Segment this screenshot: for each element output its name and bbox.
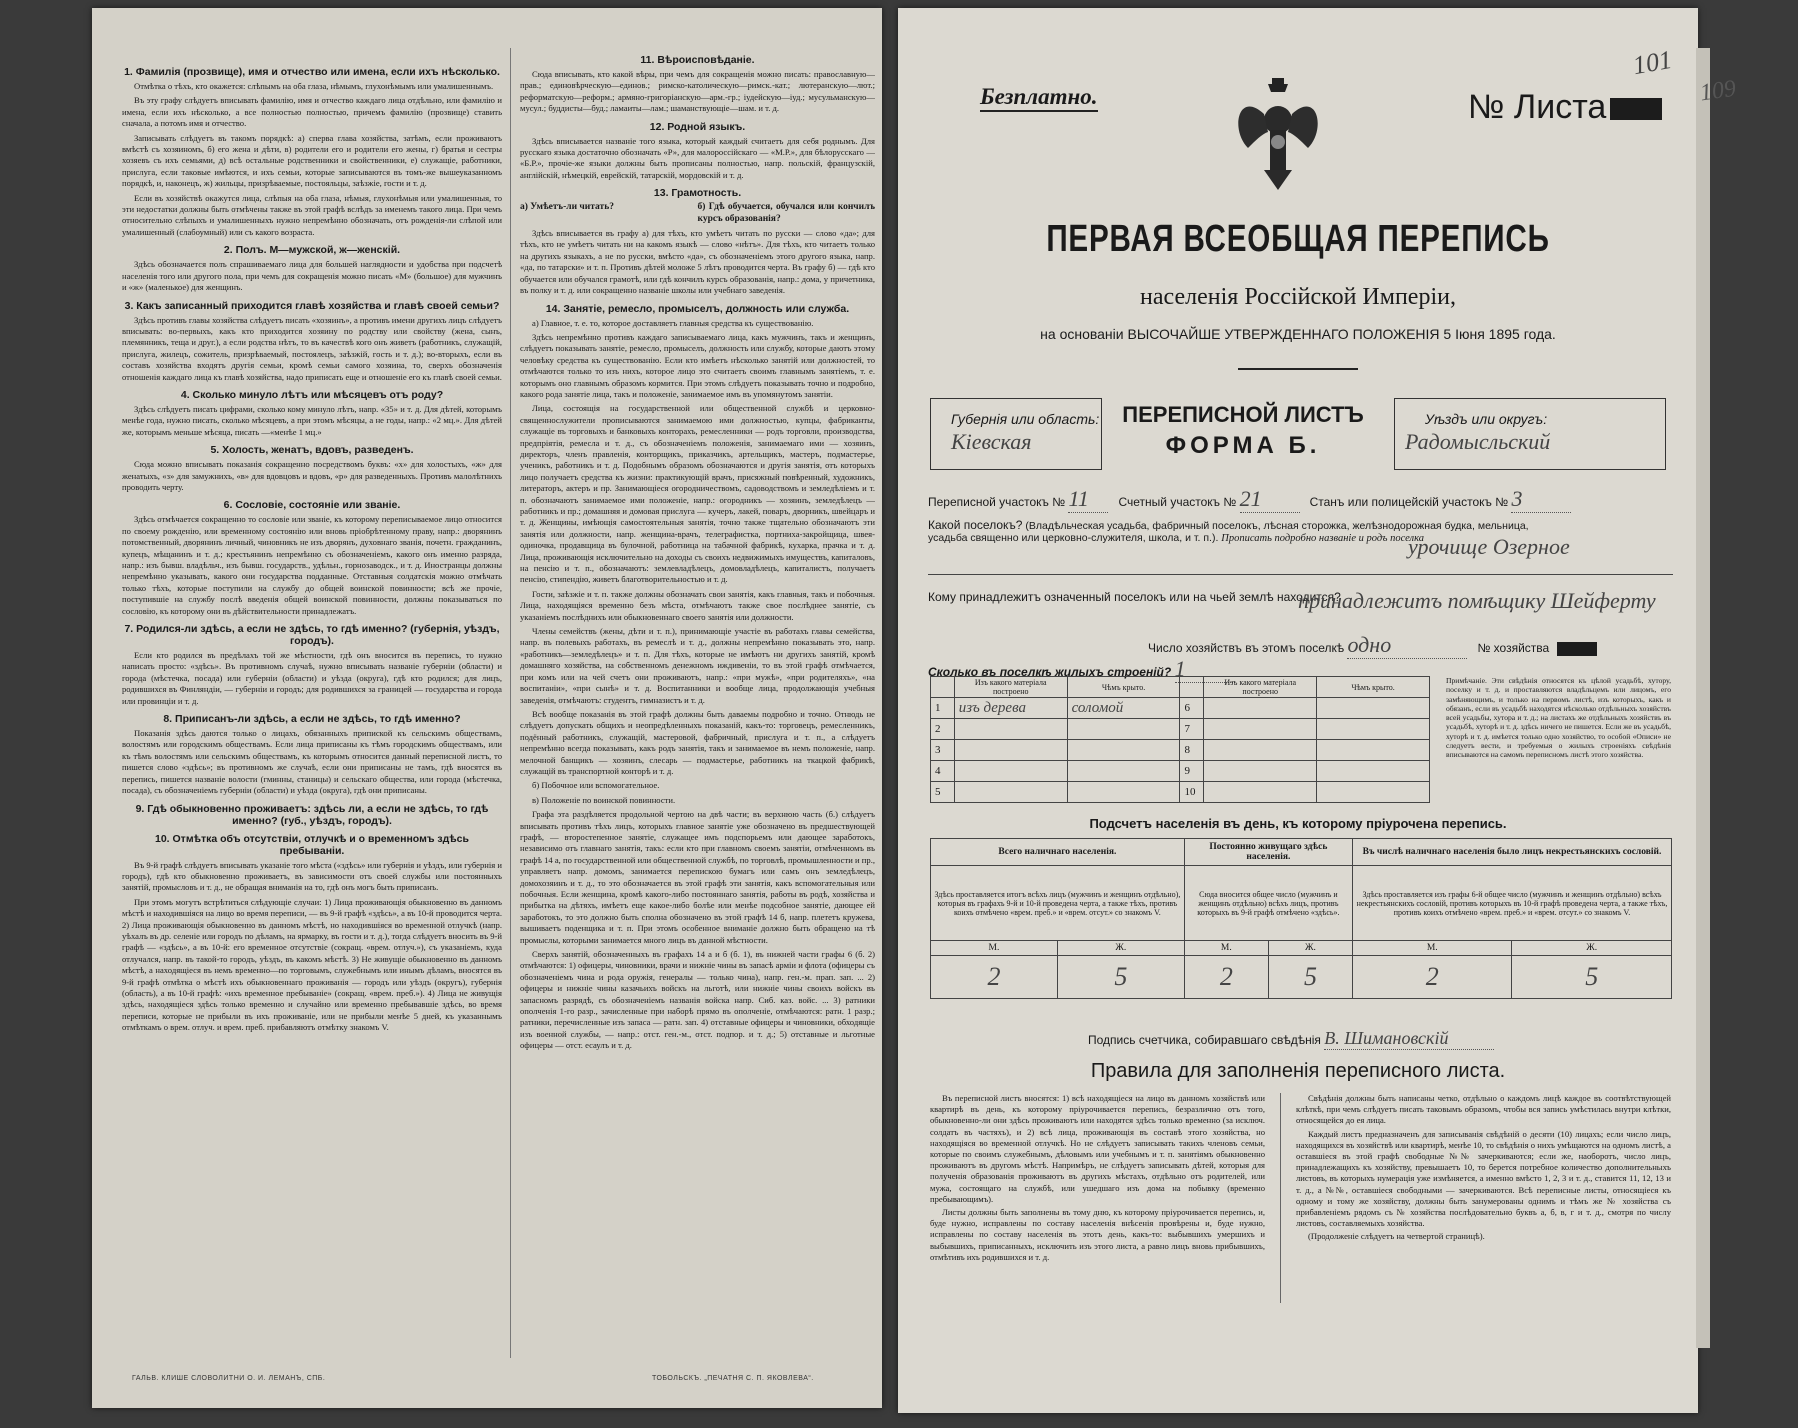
instruction-paragraph: в) Положеніе по воинской повинности.	[532, 794, 676, 805]
building-material	[1204, 719, 1317, 740]
building-row	[931, 698, 1430, 719]
dwellings-label: Сколько въ поселкѣ жилыхъ строеній?	[928, 665, 1172, 679]
household-number-blot	[1557, 642, 1597, 656]
settlement-label: Какой поселокъ?	[928, 518, 1023, 532]
signature-label: Подпись счетчика, собиравшаго свѣдѣнія	[1088, 1033, 1321, 1047]
signature-value: В. Шимановскій	[1324, 1028, 1494, 1050]
gubernia-label: Губернія или область:	[951, 411, 1100, 427]
instruction-paragraph: Графа эта раздѣляется продольной чертою на двѣ части; въ верхнюю часть (б.) слѣдуетъ вписывать противъ тѣхъ лицъ, которыхъ главное занятіе уже обозначено въ предшествующей графѣ, — второстепенное занятіе, служащее имъ подспорьемъ или дающее заработокъ, независимо отъ главнаго занятія, такъ: если кто при главномъ своемъ занятіи, отмѣченномъ въ графѣ 14 а, по государственной или общественной службѣ, по торговлѣ, промышленности и пр., управляетъ напр. домомъ, занимается перепискою бумагъ или самъ онъ земледѣлецъ, домохозяинъ и т. д., то это обозначается въ этой графѣ эти занятія, какъ вспомогательныя или побочныя. Если женщина, кромѣ какого-либо постояннаго занятія, работы въ родѣ, хозяйства и прибытка на дѣтяхъ, имѣетъ еще какое-либо болѣе или менѣе подсобное занятіе, дающее ей заработокъ, то это должно быть сполна обозначено въ этой графѣ 14 б, напр. плететъ кружева, вышиваетъ поденщика и т. п. При этомъ особенное вниманіе должно быть обращено на тѣ промыслы, которыми занимается много лицъ въ данной мѣстности.	[520, 809, 875, 945]
instruction-paragraph: Члены семействъ (жены, дѣти и т. п.), принимающіе участіе въ работахъ главы семейства, напр. въ полевыхъ работахъ, въ ремеслѣ и т. д., должны непремѣнно показывать это, напр. «работникъ—земледѣлецъ» и т. п. Для тѣхъ, которые не имѣютъ ни другихъ занятій, кромѣ домашняго хозяйства, на собственномъ денежномъ иждивеніи, то въ этой графѣ отмѣчается, при комъ или на чей счетъ они проживаютъ, напр.: «при мужѣ», «при родителяхъ», «на воспитаніи», «при сынѣ» и т. д. Воспитанники и вообще лица, продолжающія учебныя заведенія, отмѣчаютъ: студентъ, гимназистъ и т. д.	[520, 626, 875, 705]
buildings-header-material-2: Изъ какого матеріала построено	[1204, 677, 1317, 698]
section-heading: 11. Вѣроисповѣданіе.	[640, 54, 755, 66]
building-material	[954, 719, 1067, 740]
section-heading: 9. Гдѣ обыкновенно проживаетъ: здѣсь ли, а если не здѣсь, то гдѣ именно? (губ., уѣздъ, городъ).	[135, 802, 489, 827]
rules-paragraph: (Продолженіе слѣдуетъ на четвертой страницѣ).	[1308, 1231, 1485, 1242]
building-material	[1204, 782, 1317, 803]
households-label: Число хозяйствъ въ этомъ поселкѣ	[1148, 641, 1345, 655]
instruction-paragraph: Всѣ вообще показанія въ этой графѣ должны быть даваемы подробно и точно. Отнюдь не слѣдуетъ допускать общихъ и неопредѣленныхъ показаній, какъ-то: торговецъ, ремесленникъ, подённый работникъ, служащій, мастеровой, фабричный, прислуга и т. п., а слѣдуетъ непремѣнно всегда показывать, какъ родъ занятія, такъ и занимаемое въ немъ положеніе, напр. мелочной банщикъ — хозяинъ, слесарь — подмастерье, работникъ на ткацкой фабрикѣ, служащій въ транспортной конторѣ и т. д.	[520, 708, 875, 776]
building-num: 4	[931, 761, 955, 782]
population-values-row	[931, 956, 1672, 999]
male-label: М.	[931, 941, 1058, 956]
rules-paragraph: Въ переписной листъ вносятся: 1) всѣ находящіеся на лицо въ данномъ хозяйствѣ или квартирѣ въ день, къ которому пріурочивается перепись, безразлично отъ того, обыкновенно-ли они здѣсь проживаютъ или находятся здѣсь только временно (за исключ. солдатъ въ частяхъ), и 2) всѣ лица, проживающія въ составѣ этого хозяйства, но находящіяся во временной отлучкѣ. Но не слѣдуетъ записывать такихъ членовъ семьи, которые по своимъ служебнымъ, дѣловымъ или учебнымъ и т. п. занятіямъ обыкновенно проживаютъ въ другомъ мѣстѣ. Напримѣръ, не слѣдуетъ записывать дѣтей, которыя для полученія образованія проживаютъ въ другихъ мѣстахъ, отдѣльно отъ родителей, или мужа, состоящаго на службѣ, или ушедшаго изъ дома на побывку (временно пребывающимъ).	[930, 1093, 1265, 1204]
instruction-paragraph: Если кто родился въ предѣлахъ той же мѣстности, гдѣ онъ вносится въ перепись, то нужно написать просто: «здѣсь». Въ противномъ случаѣ, нужно вписывать названіе губерніи (области) и города (мѣстечка, посада) или губерніи (области) и уѣзда (округа), гдѣ кто родился; для лицъ, родившихся въ Финляндіи, — губерніи и городъ; для родившихся за границей — государства и города или провинціи и т. д.	[122, 650, 502, 706]
section-heading: 6. Сословіе, состояніе или званіе.	[223, 499, 401, 512]
instruction-paragraph: Здѣсь вписывается въ графу а) для тѣхъ, кто умѣетъ читать по русски — слово «да»; для тѣхъ, кто не умѣетъ читать ни на какомъ языкѣ — слово «нѣтъ». Для тѣхъ, кто читаетъ только на другихъ языкахъ, а не по русски, вмѣсто «да», съ обозначеніемъ этого другого языка, напр. «да, по татарски» и т. п. Противъ дѣтей моложе 5 лѣтъ проводится черта. Въ графу б) — гдѣ кто обучается или обучался грамотѣ, или гдѣ кончилъ курсъ образованія, напр.: дома, у причетника, въ полку и т. д. или сокращенно названіе школы или учебнаго заведенія.	[520, 228, 875, 296]
buildings-header-row	[931, 677, 1430, 698]
building-row	[931, 719, 1430, 740]
building-num: 2	[931, 719, 955, 740]
population-col-title: Всего наличнаго населенія.	[931, 839, 1185, 866]
signature-row	[1088, 1028, 1678, 1050]
instructions-column-left	[122, 60, 502, 1350]
form-title-line-1: ПЕРЕПИСНОЙ ЛИСТЪ	[1122, 402, 1364, 427]
building-roof	[1317, 719, 1430, 740]
sheet-number-label: № Листа	[1468, 88, 1607, 126]
folio-number: 101	[1630, 44, 1675, 81]
building-num: 1	[931, 698, 955, 719]
section-heading: 1. Фамилія (прозвище), имя и отчество или имена, если ихъ нѣсколько.	[124, 66, 500, 78]
building-roof	[1317, 761, 1430, 782]
rules-title: Правила для заполненія переписного листа.	[1090, 1060, 1506, 1082]
population-mf-row	[931, 941, 1672, 956]
instruction-paragraph: Сюда вписывать, кто какой вѣры, при чемъ для сокращенія можно писать: православную—прав.; единовѣрческую—единов.; римско-католическую—римск.-кат.; лютеранскую—лют.; реформатскую—реформ.; армяно-григоріанскую—арм.-гр.; іудейскую—іуд.; мусульманскую—мусул.; буддисты—буд.; ламаиты—лам.; шаманствующіе—шам. и т. д.	[520, 69, 875, 114]
building-material	[954, 782, 1067, 803]
literacy-question-a: а) Умѣетъ-ли читать?	[520, 202, 614, 213]
households-row	[928, 632, 1673, 659]
instruction-paragraph: Здѣсь отмѣчается сокращенно то сословіе или званіе, къ которому переписываемое лицо относится по своему рожденію, или временному состоянію или вновь пріобрѣтенному праву, напр.: дворянинъ потомственный, дворянинъ личный, чиновникъ не изъ дворянъ, духовнаго званія, почетн. гражданинъ, купецъ, мѣщанинъ и т. д.; крестьянинъ непремѣнно съ обозначеніемъ, какого онъ именно разряда, напр.: изъ бывш. владѣльч., изъ бывш. государств., удѣльн., горнозаводск., и т. д. Иностранцы должны непремѣнно указывать, какого они государства подданные. Отставныя солдатскія можно отмѣчать только тѣхъ, которые поступили на службу до общей воинской повинности; всѣ же прочіе, поступившіе на службу послѣ введенія общей воинской повинности, должны показываться по сословію, къ которому они въ дѣйствительности принадлежатъ.	[122, 514, 502, 616]
section-heading: 5. Холость, женатъ, вдовъ, разведенъ.	[210, 444, 414, 457]
instruction-paragraph: Гости, заѣзжіе и т. п. также должны обозначать свои занятія, какъ главныя, такъ и побочныя. Лица, находящіяся временно безъ мѣста, отмѣчаютъ также свое послѣднее занятіе, съ указаніемъ послѣднихъ или обыкновеннаго своего занятія или должности.	[520, 588, 875, 622]
form-title-line-2: ФОРМА Б.	[1165, 432, 1321, 459]
households-value: одно	[1347, 632, 1467, 659]
literacy-questions	[520, 202, 875, 225]
building-material	[954, 740, 1067, 761]
population-col-desc: Здѣсь проставляется итогъ всѣхъ лицъ (мужчинъ и женщинъ отдѣльно), которыя въ графахъ 9-й и 10-й проведена черта, а также тѣхъ, противъ коихъ отмѣчено «врем. преб.» и «врем. отсут.» со знакомъ V.	[931, 866, 1185, 941]
building-roof	[1317, 740, 1430, 761]
instruction-paragraph: Здѣсь вписывается названіе того языка, который каждый считаетъ для себя роднымъ. Для русскаго языка достаточно обозначать «Р», для малороссійскаго — «М.Р.», для бѣлорусскаго — «Б.Р.», прочіе-же языки должны быть прописаны полностью, напр. польскій, французскій, англійскій, нѣмецкій, еврейскій, татарскій, мордовскій и т. д.	[520, 135, 875, 180]
printer-note-left: ГАЛЬВ. КЛИШЕ СЛОВОЛИТНИ О. И. ЛЕМАНЪ, СПБ.	[132, 1375, 326, 1382]
instruction-paragraph: Здѣсь обозначается полъ спрашиваемаго лица для большей наглядности и удобства при подсчетѣ населенія того или другого пола, при чемъ для сокращенія можно писать «М» (большое) для мужчинъ и «ж» (маленькое) для женщинъ.	[122, 259, 502, 293]
literacy-question-b: б) Гдѣ обучается, обучался или кончилъ курсъ образованія?	[697, 202, 875, 224]
section-heading: 14. Занятіе, ремесло, промыселъ, должность или служба.	[545, 302, 850, 315]
census-subtitle: населенія Россійской Имперіи,	[1140, 284, 1456, 310]
population-col-desc: Сюда вносится общее число (мужчинъ и женщинъ отдѣльно) всѣхъ лицъ, противъ которыхъ въ 9-й графѣ отмѣчено «здѣсь».	[1184, 866, 1352, 941]
building-num: 5	[931, 782, 955, 803]
instruction-paragraph: Въ 9-й графѣ слѣдуетъ вписывать указаніе того мѣста («здѣсь» или губернія и уѣздъ, или губернія и городъ), гдѣ кто обыкновенно проживаетъ, въ зависимости отъ своей службы или постоянныхъ занятій, промысловъ и т. д., не обращая вниманія на то, гдѣ онъ могъ быть приписанъ.	[122, 859, 502, 893]
section-heading: 4. Сколько минуло лѣтъ или мѣсяцевъ отъ роду?	[180, 388, 444, 401]
uezd-value: Радомысльский	[1405, 429, 1551, 454]
owner-value: принадлежитъ помѣщику Шейферту	[1298, 588, 1656, 613]
building-material: изъ дерева	[954, 698, 1067, 719]
instruction-paragraph: Здѣсь противъ главы хозяйства слѣдуетъ писать «хозяинъ», а противъ имени другихъ лицъ слѣдуетъ вписывать: во-первыхъ, какъ кто приходится хозяину по родству или свойству (жена, сынъ, племянникъ, теща и друг.), а если родства нѣтъ, то въ качествѣ кого онъ живетъ (работникъ, служащій, прислуга, жилецъ, сожитель, призрѣваемый, постоялецъ, заѣзжій, гость и т. д.); во-вторыхъ, если въ составъ хозяйства входятъ другія семьи, кромѣ семьи самого хозяина, то, сверхъ обозначенія отношенія каждаго лица къ главѣ хозяйства, надо приписать еще и отношеніе его къ главѣ своей семьи.	[122, 314, 502, 382]
female-count: 5	[1057, 956, 1184, 999]
female-label: Ж.	[1512, 941, 1672, 956]
population-col-desc: Здѣсь проставляется изъ графы 6-й общее число (мужчинъ и женщинъ отдѣльно) всѣхъ некрестьянскихъ сословій, противъ которыхъ въ 10-й графѣ проведена черта, а также тѣхъ, противъ коихъ отмѣчено «врем. преб.» и «врем. отсут.» со знакомъ V.	[1353, 866, 1672, 941]
building-material	[1204, 761, 1317, 782]
building-row	[931, 761, 1430, 782]
buildings-header-roof-2: Чѣмъ крыто.	[1317, 677, 1430, 698]
buildings-body	[931, 698, 1430, 803]
population-heading: Подсчетъ населенія въ день, къ которому пріурочена перепись.	[1089, 816, 1507, 831]
instruction-paragraph: Показанія здѣсь даются только о лицахъ, обязанныхъ припиской къ сельскимъ обществамъ, волостямъ или городскимъ обществамъ. Если лица приписаны къ тѣмъ городскимъ обществамъ, или къ тѣмъ волостямъ или сельскимъ обществамъ, къ которымъ относится данный переписной листъ, то пишется слово «здѣсь»; въ противномъ же случаѣ, если они приписаны не тамъ, гдѣ вносятся въ перепись, пишется названіе волости (гминны, станицы) и сельскаго общества, или города (мѣстечка, посада), съ обозначеніемъ губерніи (области) и уѣзда (округа), гдѣ они приписаны.	[122, 728, 502, 796]
gubernia-box	[930, 398, 1102, 470]
male-label: М.	[1184, 941, 1268, 956]
buildings-header-roof: Чѣмъ крыто.	[1067, 677, 1180, 698]
buildings-table	[930, 676, 1430, 803]
column-divider	[510, 48, 511, 1358]
instruction-paragraph: а) Главное, т. е. то, которое доставляетъ главныя средства къ существованію.	[532, 317, 814, 328]
census-district-label: Переписной участокъ №	[928, 495, 1066, 509]
building-roof	[1067, 740, 1180, 761]
population-titles-row	[931, 839, 1672, 866]
buildings-header-num-2	[1180, 677, 1204, 698]
building-row	[931, 740, 1430, 761]
rules-paragraph: Листы должны быть заполнены въ тому дню, къ которому пріурочивается перепись, и, буде нужно, исправлены по составу населенія внѣсенія провѣрены и, буде нужно, исправлены по составу населенія въ этотъ день, какъ-то: выбывшихъ умершихъ и выбывшихъ, приписанныхъ, исключить изъ этого листа, а равно лицъ вновь прибывшихъ, отмѣтивъ ихъ родившихся и т. д.	[930, 1207, 1265, 1262]
settlement-value: урочище Озерное	[1408, 534, 1570, 559]
building-roof	[1317, 698, 1430, 719]
instruction-paragraph: Въ эту графу слѣдуетъ вписывать фамилію, имя и отчество каждаго лица отдѣльно, или фамилію и имена, если ихъ нѣсколько, а все полностью полностью, причемъ фамилію (прозвище) ставить сначала, а потомъ имя и отчество.	[122, 95, 502, 129]
gubernia-value: Кiевская	[951, 429, 1032, 454]
female-count: 5	[1512, 956, 1672, 999]
districts-row	[928, 486, 1673, 513]
count-district-value: 21	[1240, 486, 1300, 513]
instructions-column-right	[520, 48, 875, 1348]
household-number-label: № хозяйства	[1477, 641, 1550, 655]
printer-note-right: ТОБОЛЬСКЪ. „ПЕЧАТНЯ С. П. ЯКОВЛЕВА“.	[652, 1375, 814, 1382]
building-num: 9	[1180, 761, 1204, 782]
rules-column-left	[930, 1093, 1265, 1265]
title-rule	[1238, 368, 1358, 370]
instruction-paragraph: Отмѣтка о тѣхъ, кто окажется: слѣпымъ на оба глаза, нѣмымъ, глухонѣмымъ или умалишеннымъ.	[134, 81, 494, 91]
building-num: 10	[1180, 782, 1204, 803]
female-label: Ж.	[1057, 941, 1184, 956]
instruction-paragraph: Лица, состоящія на государственной или общественной службѣ и церковно-священнослужители прописываются занимаемою ими должностью, купцы, фабриканты, служащіе въ торговыхъ и банковыхъ конторахъ, ремесленники — родъ торговли, производства, предпріятія, ремесла и т. д., съ обозначеніемъ положенія, занимаемаго ими — хозяинъ, директоръ, членъ правленія, конторщикъ, приказчикъ, артельщикъ, мастеръ, подмастерье, ученикъ, работникъ и т. д. Подобнымъ образомъ обозначаются и другія занятія, отъ которыхъ лицо получаетъ средства къ жизни: практикующій врачъ, присяжный повѣренный, художникъ, литераторъ, актеръ и пр. Занимающіеся огородничествомъ, садоводствомъ и земледѣліемъ и т. п. обозначаютъ занимаемое ими положеніе, напр.: огородникъ — хозяинъ, земледѣлецъ — работникъ и пр.; домашняя и домовая прислуга — кучеръ, лакей, поваръ, дворникъ, швейцаръ и т. д. Женщины, имѣющія самостоятельныя занятія, точно также тщательно обозначаютъ эти занятія или должности, напр. женщина-врачъ, телеграфистка, портниха-закройщица, швея-одиночка, продавщица въ булочной, работница на табачной фабрикѣ, кухарка, прачка и т. д. Лица, проживающія исключительно на доходы съ своихъ недвижимыхъ имуществъ, капиталовъ, на пенсію и т. п., обозначаютъ: землевладѣлецъ, домовладѣлецъ, капиталистъ, получаетъ пенсію, стипендію, живетъ благотворительностью и т. д.	[520, 403, 875, 585]
instruction-paragraph: Здѣсь слѣдуетъ писать цифрами, сколько кому минуло лѣтъ, напр. «35» и т. д. Для дѣтей, которымъ менѣе года, нужно писать, сколько мѣсяцевъ, а при этомъ мѣсяцы, а не годы, напр.: «2 мц.». Для дѣтей же, которымъ меньше мѣсяца, писать —«менѣе 1 мц.»	[122, 403, 502, 437]
dwellings-value: 1	[1175, 656, 1235, 683]
population-col-title: Постоянно живущаго здѣсь населенія.	[1184, 839, 1352, 866]
row-rule	[928, 574, 1673, 575]
building-roof	[1067, 719, 1180, 740]
population-table	[930, 838, 1672, 999]
form-title	[1098, 398, 1388, 460]
building-num: 6	[1180, 698, 1204, 719]
settlement-hint-2: Прописать подробно названіе и родъ поселка	[1221, 533, 1424, 544]
section-heading: 3. Какъ записанный приходится главѣ хозяйства и главѣ своей семьи?	[124, 299, 500, 312]
census-title: ПЕРВАЯ ВСЕОБЩАЯ ПЕРЕПИСЬ	[1046, 218, 1550, 260]
instruction-paragraph: Здѣсь непремѣнно противъ каждаго записываемаго лица, какъ мужчинъ, такъ и женщинъ, слѣдуетъ показывать занятіе, ремесло, промыселъ, должность или службу, которые даютъ этому человѣку средства къ существованію. Если кто имѣетъ нѣсколько занятій или должностей, то отмѣчаются только то изъ нихъ, которое лицо это считаетъ своимъ главнымъ занятіемъ, т. е. которымъ оно главнымъ образомъ кормится. При этомъ слѣдуетъ показывать точно и подробно, какого рода занятіе лица, такъ и положеніе, занимаемое имъ въ упомянутомъ занятіи.	[520, 331, 875, 399]
free-label: Безплатно.	[980, 84, 1098, 112]
census-form-page	[898, 8, 1698, 1413]
section-heading: 10. Отмѣтка объ отсутствіи, отлучкѣ и о временномъ здѣсь пребываніи.	[155, 832, 469, 857]
paper-edge	[1696, 48, 1710, 1348]
section-heading: 13. Грамотность.	[653, 187, 742, 200]
male-label: М.	[1353, 941, 1512, 956]
building-row	[931, 782, 1430, 803]
male-count: 2	[1353, 956, 1512, 999]
count-district-label: Счетный участокъ №	[1118, 495, 1237, 509]
female-label: Ж.	[1268, 941, 1352, 956]
building-num: 3	[931, 740, 955, 761]
section-heading: 8. Приписанъ-ли здѣсь, а если не здѣсь, то гдѣ именно?	[163, 713, 461, 726]
sheet-number-blot	[1610, 98, 1662, 120]
building-material	[1204, 698, 1317, 719]
building-material	[954, 761, 1067, 782]
instruction-paragraph: Сверхъ занятій, обозначенныхъ въ графахъ 14 а и б (б. 1), въ нижней части графы 6 (б. 2) отмѣчаются: 1) офицеры, чиновники, врачи и нижніе чины въ запасѣ арміи и флота (офицеры съ обозначеніемъ чина и рода оружія, генералы — только чина), напр. ген.-м. прап. зап. ... 2) офицеры и нижніе чины казачьихъ войскъ на льготѣ, или нижніе чины своихъ войскъ въ запасномъ разрядѣ, съ обозначеніемъ названія войска напр. Сиб. каз. войс. ... 3) ратники ополченія 1-го разр., зачисленные при наборѣ прямо въ ополченіе, отмѣчаются: ратн. 1 разр.; ратники, перечисленные изъ запаса — ратн. зап. 4) отставные офицеры и чиновники, обходящіе изъ военной службы, — напр.: отст. ген.-м., отст. подпор. и т. д.; 5) отставные и льготные офицеры — отст. есаулъ и т. д.	[520, 949, 875, 1051]
building-roof	[1067, 761, 1180, 782]
buildings-note: Примѣчаніе. Эти свѣдѣнія относятся къ цѣлой усадьбѣ, хутору, поселку и т. д. и проставляются владѣльцемъ или лицомъ, его замѣняющимъ, и только на первомъ листѣ, изъ которыхъ, какъ и обязанъ, если въ усадьбѣ находятся нѣсколько отдѣльныхъ хозяйствъ всей усадьбы, хутора и т. д.; на листахъ же отдѣльныхъ хозяйствъ въ усадьбѣ, хуторѣ и т. д. здѣсь ничего не пишется. Если же въ усадьбѣ, хуторѣ и т. д. имѣется только одно хозяйство, то особой «Описи» не следуетъ вести, и требуемыя о жилыхъ строеніяхъ свѣдѣнія вписываются на самомъ переписномъ листѣ этого хозяйства.	[1446, 676, 1671, 760]
instruction-paragraph: Если въ хозяйствѣ окажутся лица, слѣпыя на оба глаза, нѣмыя, глухонѣмыя или умалишенныя, то эти недостатки должны быть отмѣчены также въ этой графѣ вслѣдъ за именемъ такого лица. При чемъ относительно слѣпыхъ и умалишенныхъ нужно непремѣнно обозначать, отъ рожденія-ли слѣпой или умалишенный (слабоумный) или съ какого возраста.	[122, 192, 502, 237]
uezd-box	[1394, 398, 1666, 470]
instruction-paragraph: При этомъ могутъ встрѣтиться слѣдующіе случаи: 1) Лица проживающія обыкновенно въ данномъ мѣстѣ и находившіяся на лицо во время переписи, — въ 9-й графѣ «здѣсь», а въ 10-й проводится черта. 2) Лица проживающія обыкновенно въ данномъ мѣстѣ, но находившіяся во временной отлучкѣ (напр. уѣхалъ въ др. селеніе или городъ по дѣламъ, на ярмарку, въ гости и т. д.), тогда слѣдуетъ вносить въ 9-й графѣ — «здѣсь», а въ 10-й: его временное отсутствіе (сокращ. «врем. отлуч.»), съ указаніемъ, куда отлучался, напр. въ такой-то городъ, уѣздъ, въ какомъ мѣстѣ. 3) Не живущіе обыкновенно въ данномъ мѣстѣ, а находящіеся въ немъ временно—по торговымъ, служебнымъ или инымъ дѣламъ, вносятся въ 9-й графѣ отмѣтка о мѣстѣ ихъ обыкновеннаго проживанія — городъ или уѣздъ (округъ), губернія (область), а въ 10-й графѣ: «ихъ временное пребываніе» (сокращ. «врем. преб.»). 4) Лица не живущія здѣсь, находящіеся здѣсь только временно и случайно или временно пребывавшіе здѣсь, во время переписи, которые не прибыли въ ихъ проживаніе, или не прибыли менѣе 5 дней, къ указаннымъ отмѣткамъ о врем. отлуч. и врем. преб. прибавляютъ отмѣтку знакомъ V.	[122, 896, 502, 1033]
buildings-header-num	[931, 677, 955, 698]
instruction-paragraph: Сюда можно вписывать показанія сокращенно посредствомъ буквъ: «х» для холостыхъ, «ж» для женатыхъ, «з» для замужнихъ, «в» для вдовцовъ и вдовъ, «р» для разведенныхъ. Противъ малолѣтнихъ проводить черту.	[122, 459, 502, 492]
section-heading: 7. Родился-ли здѣсь, а если не здѣсь, то гдѣ именно? (губернія, уѣздъ, городъ).	[124, 623, 500, 648]
rules-divider	[1280, 1093, 1281, 1303]
rules-column-right	[1296, 1093, 1671, 1245]
building-num: 8	[1180, 740, 1204, 761]
instruction-paragraph: б) Побочное или вспомогательное.	[532, 780, 660, 791]
building-material	[1204, 740, 1317, 761]
instruction-paragraph: Записывать слѣдуетъ въ такомъ порядкѣ: а) сперва глава хозяйства, затѣмъ, если проживаютъ вмѣстѣ съ хозяиномъ, б) его жена и дѣти, в) родители его и родители его жены, г) братья и сестры хозяевъ съ ихъ семьями, д) всѣ остальные родственники и свойственники, е) служащіе, работники, прислуга, если таковые имѣются, и ихъ семьи, которые записываются въ томъ-же вышеуказанномъ порядкѣ, и, наконецъ, ж) жильцы, призрѣваемые, постояльцы, заѣзжіе, гости и т. д.	[122, 132, 502, 189]
legal-basis: на основаніи ВЫСОЧАЙШЕ УТВЕРЖДЕННАГО ПОЛОЖЕНІЯ 5 Іюня 1895 года.	[1040, 326, 1556, 342]
rules-paragraph: Каждый листъ предназначенъ для записыванія свѣдѣній о десяти (10) лицахъ; если число лицъ, находящихся въ хозяйствѣ или квартирѣ, менѣе 10, то свѣдѣнія о нихъ умѣщаются на одномъ листѣ, а оставшіеся въ этой графѣ свободные №№ зачеркиваются; если же, наоборотъ, число лицъ, принадлежащихъ къ хозяйству, превышаетъ 10, то берется потребное количество дополнительныхъ листовъ, въ которыхъ нумерація уже измѣняется, а именно вмѣсто 1, 2, 3 и т. д., ставится 11, 12, 13 и т. д., а №№, оставшіеся свободными — зачеркиваются. Всѣ переписные листы, относящіеся къ одному и тому же хозяйству, должны быть занумерованы однимъ и тѣмъ же № хозяйства съ прибавленіемъ рядомъ съ № хозяйства послѣдовательно буквъ а, б, в, г и т. д., смотря по числу листовъ, составляемыхъ хозяйства.	[1296, 1128, 1671, 1229]
sheet-number	[1468, 88, 1662, 127]
female-count: 5	[1268, 956, 1352, 999]
margin-number-2: 109	[1698, 75, 1738, 107]
building-roof	[1067, 782, 1180, 803]
police-district-label: Станъ или полицейскій участокъ №	[1309, 495, 1509, 509]
buildings-header-material: Изъ какого матеріала построено	[954, 677, 1067, 698]
imperial-eagle-emblem	[1228, 70, 1328, 198]
male-count: 2	[1184, 956, 1268, 999]
building-num: 7	[1180, 719, 1204, 740]
uezd-label: Уѣздъ или округъ:	[1425, 411, 1548, 427]
settlement-hint: (Владѣльческая усадьба, фабричный поселокъ, лѣсная сторожка, желѣзнодорожная будка, мельница, усадьба священно или церковно-служителя, школа, и т. п.).	[928, 520, 1529, 544]
instructions-page	[92, 8, 882, 1408]
census-district-value: 11	[1068, 486, 1108, 513]
building-roof	[1317, 782, 1430, 803]
section-heading: 12. Родной языкъ.	[649, 120, 746, 133]
male-count: 2	[931, 956, 1058, 999]
population-col-title: Въ числѣ наличнаго населенія было лицъ некрестьянскихъ сословій.	[1353, 839, 1672, 866]
population-descs-row	[931, 866, 1672, 941]
rules-paragraph: Свѣдѣнія должны быть написаны четко, отдѣльно о каждомъ лицѣ каждое въ соотвѣтствующей клѣткѣ, при чемъ слѣдуетъ писать таковымъ образомъ, чтобы вся запись умѣстилась внутри клѣтки, относящейся до ея лица.	[1296, 1093, 1671, 1126]
police-district-value: 3	[1511, 486, 1571, 513]
section-heading: 2. Полъ. М—мужской, ж—женскій.	[223, 244, 401, 257]
building-roof: соломой	[1067, 698, 1180, 719]
owner-label: Кому принадлежитъ означенный поселокъ или на чьей землѣ находится?	[928, 590, 1341, 604]
